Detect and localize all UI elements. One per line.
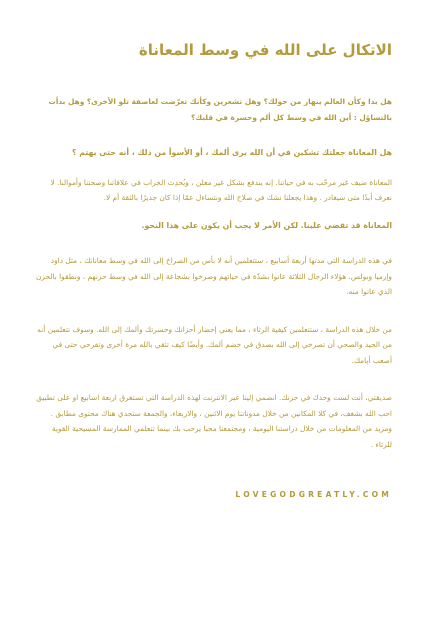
key-question: هل المعاناة جعلتك تشكين في أن الله يرى ألمك ، أو الأسوأ من ذلك ، أنه حتى يهتم ؟ (71, 148, 392, 157)
paragraph-study: في هذه الدراسة التي مدتها أربعة أسابيع ، ستتعلمين أنه لا بأس من الصراخ إلى الله في وسط معاناتك ، مثل داود وإرميا وبولس. هؤلاء الرجال الثلاثة عانوا بشدّة في حياتهم وصرخوا بشجاعة إلى الله في وسط حزنهم ، ونطقوا بالحزن الذي عانوا منه. (35, 256, 392, 296)
paragraph-lament: من خلال هذه الدراسة ، ستتعلمين كيفية الرثاء ، مما يعني إحضار أحزانك وحسرتك وألمك إلى الله. وسوف تتعلمين أنه من الجيد والصحي أن تصرخي إلى الله بصدق في خضم ألمك. وأيضًا كيف تثقي بالله مرة أخرى وتفرحي حتى في أصعب أيامك. (37, 324, 392, 365)
website-link[interactable]: LOVEGODGREATLY.COM (235, 490, 392, 499)
paragraph-suffering: المعاناة ضيف غير مرحّب به في حياتنا. إنه يندفع بشكل غير معلن ، ويُحدِث الخراب في علاقاتنا وصحتنا وأموالنا. لا نعرف أبدًا متى سيغادر . وهذا يجعلنا نشك في صلاح الله ونتساءل عمّا إذا كان جديرًا بالثقة أم لا. (50, 177, 392, 202)
intro-question: هل بدا وكأن العالم ينهار من حولك؟ وهل تشعرين وكأنك تعرّضت لعاصفة تلو الأخرى؟ وهل بدأت بالتساؤل : أين الله في وسط كل ألم وحسرة في قلبك؟ (48, 97, 392, 122)
statement: المعاناة قد تقضي علينا. لكن الأمر لا يجب أن يكون على هذا النحو. (141, 220, 392, 230)
content (34, 40, 392, 452)
page-title: الاتكال على الله في وسط المعاناة (138, 41, 392, 59)
paragraph-invitation: صديقتي، أنت لست وحدك في حزنك. انضمي إلينا عبر الانترنت لهذه الدراسة التي تستغرق اربعة اسابيع او على تطبيق احب الله بشغف، في كلا المكانين من خلال مدوناتنا يوم الاثنين ، والاربعاء، والجمعة ستجدي هناك محتوى مطابق . ومزيد من المعلومات من خلال دراستنا اليومية ، ومجتمعنا محبا يرحب بك بينما تتعلمي الممارسة المسيحية القوية للرثاء . (36, 393, 392, 449)
